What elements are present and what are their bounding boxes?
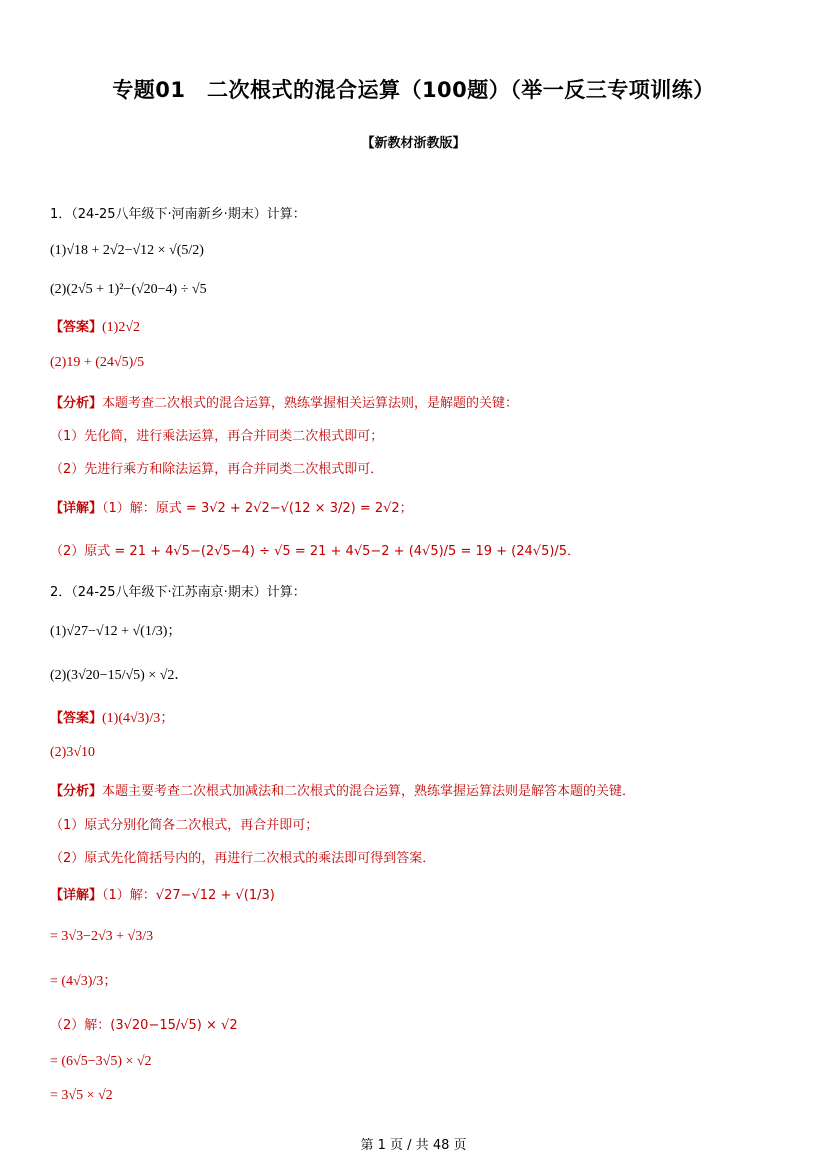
edition-subtitle: 【新教材浙教版】 — [361, 136, 466, 151]
question-2-part-2: (2)(3√20−15/√5) × √2． — [50, 668, 189, 683]
page-title: 专题01 二次根式的混合运算（100题）（举一反三专项训练） — [112, 78, 715, 102]
question-2-analysis: 【分析】本题主要考查二次根式加减法和二次根式的混合运算，熟练掌握运算法则是解答本题的关键． — [50, 784, 636, 799]
question-2-step-4: = 3√5 × √2 — [50, 1088, 113, 1103]
detail-tag: 【详解】 — [50, 501, 103, 516]
question-2-detail-2: （2）解：(3√20−15/√5) × √2 — [50, 1018, 238, 1033]
question-2-answer-2: (2)3√10 — [50, 745, 96, 760]
question-2-answer-1: 【答案】(1)(4√3)/3； — [50, 711, 175, 726]
question-2-step-2: = (4√3)/3； — [50, 974, 118, 989]
page-footer: 第 1 页 / 共 48 页 — [360, 1138, 467, 1153]
question-1-detail-2: （2）原式 = 21 + 4√5−(2√5−4) ÷ √5 = 21 + 4√5−2 + (4√5)/5 = 19 + (24√5)/5． — [50, 544, 581, 559]
question-1-part-1: (1)√18 + 2√2−√12 × √(5/2) — [50, 243, 204, 258]
question-2-step-1: = 3√3−2√3 + √3/3 — [50, 929, 154, 944]
question-2-detail-1: 【详解】（1）解：√27−√12 + √(1/3) — [50, 888, 275, 903]
question-1-part-2: (2)(2√5 + 1)²−(√20−4) ÷ √5 — [50, 282, 207, 297]
question-2-analysis-step-1: （1）原式分别化简各二次根式，再合并即可； — [50, 818, 319, 833]
question-2-step-3: = (6√5−3√5) × √2 — [50, 1054, 152, 1069]
question-1-answer-1: 【答案】(1)2√2 — [50, 320, 141, 335]
answer-tag: 【答案】 — [50, 320, 103, 335]
question-1-detail-1: 【详解】（1）解：原式 = 3√2 + 2√2−√(12 × 3/2) = 2√2； — [50, 501, 413, 516]
question-1-answer-2: (2)19 + (24√5)/5 — [50, 355, 145, 370]
analysis-tag: 【分析】 — [50, 396, 103, 411]
analysis-tag: 【分析】 — [50, 784, 103, 799]
question-1-analysis: 【分析】本题考查二次根式的混合运算，熟练掌握相关运算法则，是解题的关键： — [50, 396, 519, 411]
question-1-analysis-step-1: （1）先化简，进行乘法运算，再合并同类二次根式即可； — [50, 429, 384, 444]
question-1-stem: 1．（24-25八年级下·河南新乡·期末）计算： — [50, 207, 306, 222]
question-2-stem: 2．（24-25八年级下·江苏南京·期末）计算： — [50, 585, 306, 600]
question-2-part-1: (1)√27−√12 + √(1/3)； — [50, 624, 182, 639]
question-1-analysis-step-2: （2）先进行乘方和除法运算，再合并同类二次根式即可． — [50, 462, 384, 477]
detail-tag: 【详解】 — [50, 888, 103, 903]
question-2-analysis-step-2: （2）原式先化简括号内的，再进行二次根式的乘法即可得到答案． — [50, 851, 436, 866]
answer-tag: 【答案】 — [50, 711, 103, 726]
